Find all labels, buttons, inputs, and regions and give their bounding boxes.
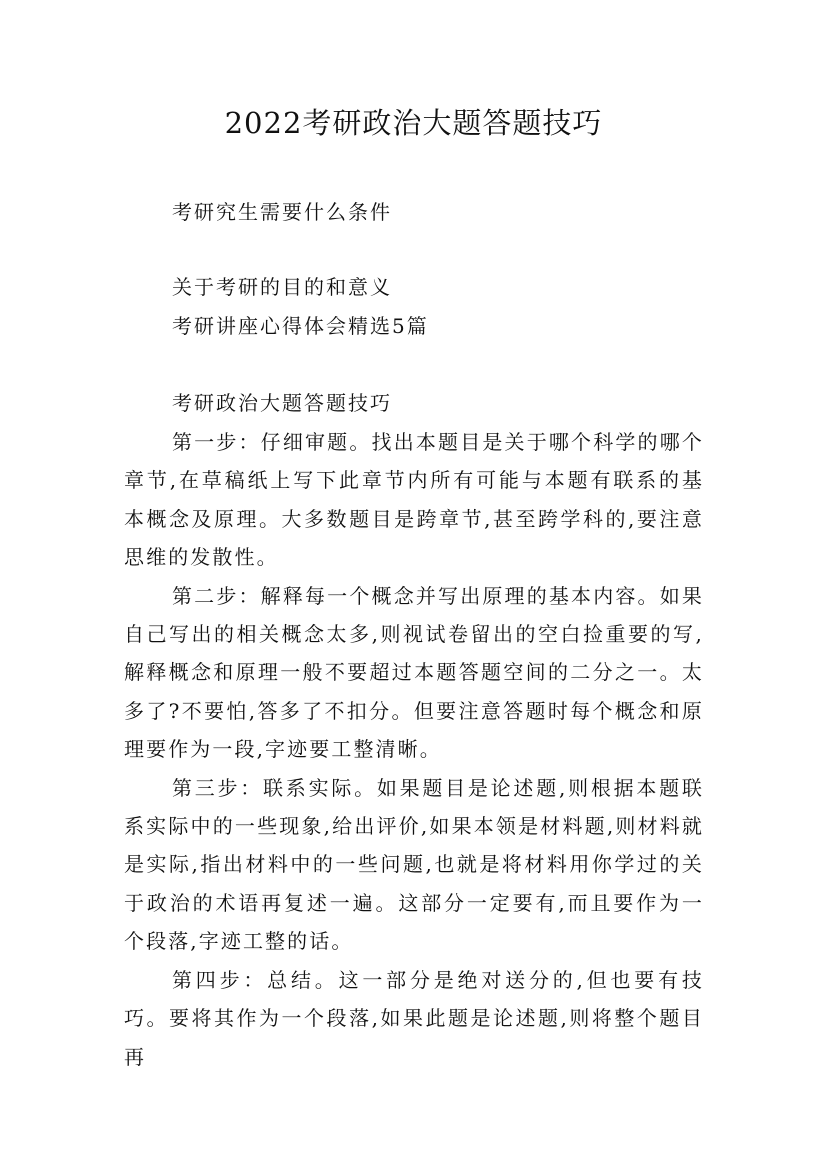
related-link-2[interactable]: 关于考研的目的和意义 <box>172 275 392 299</box>
paragraph-step-2: 第二步：解释每一个概念并写出原理的基本内容。如果自己写出的相关概念太多,则视试卷留出的空白捡重要的写,解释概念和原理一般不要超过本题答题空间的二分之一。太多了?不要怕,答多了不扣分。但要注意答题时每个概念和原理要作为一段,字迹要工整清晰。 <box>124 583 704 762</box>
related-link-1[interactable]: 考研究生需要什么条件 <box>172 200 392 224</box>
paragraph-step-3: 第三步：联系实际。如果题目是论述题,则根据本题联系实际中的一些现象,给出评价,如果本领是材料题,则材料就是实际,指出材料中的一些问题,也就是将材料用你学过的关于政治的术语再复述一遍。这部分一定要有,而且要作为一个段落,字迹工整的话。 <box>124 775 704 954</box>
section-heading: 考研政治大题答题技巧 <box>172 391 392 415</box>
document-title: 2022考研政治大题答题技巧 <box>224 106 603 140</box>
article-body <box>124 423 704 1076</box>
related-link-3[interactable]: 考研讲座心得体会精选5篇 <box>172 314 429 338</box>
paragraph-step-4: 第四步：总结。这一部分是绝对送分的,但也要有技巧。要将其作为一个段落,如果此题是论述题,则将整个题目再 <box>124 967 704 1069</box>
paragraph-step-1: 第一步：仔细审题。找出本题目是关于哪个科学的哪个章节,在草稿纸上写下此章节内所有可能与本题有联系的基本概念及原理。大多数题目是跨章节,甚至跨学科的,要注意思维的发散性。 <box>124 430 704 570</box>
